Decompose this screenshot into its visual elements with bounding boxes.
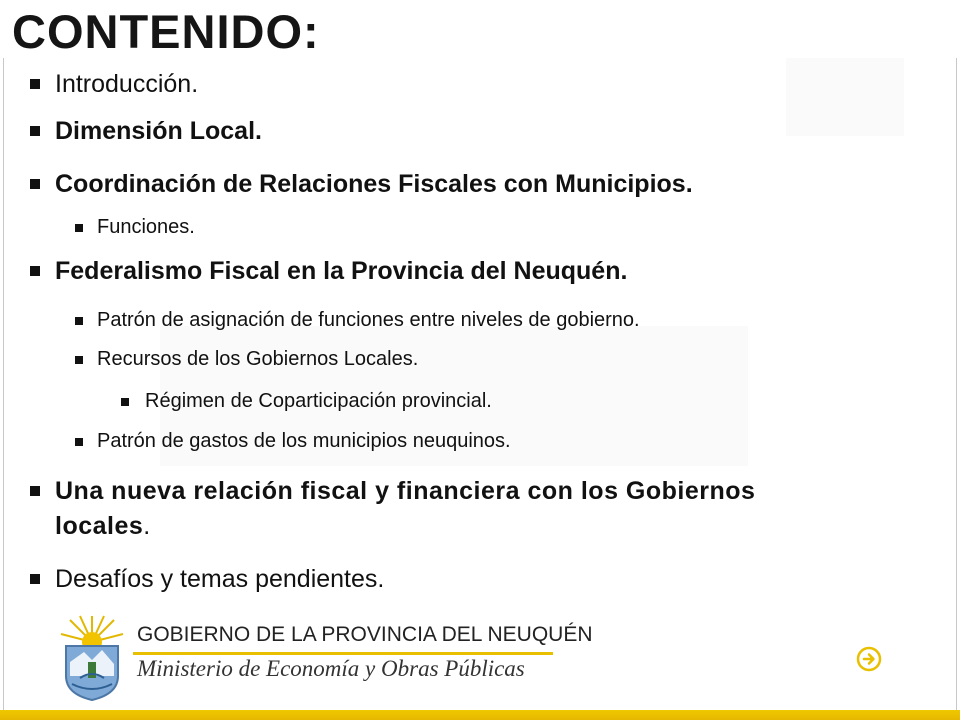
list-item-text: Patrón de gastos de los municipios neuquinos. [97,430,511,452]
list-item-text: Federalismo Fiscal en la Provincia del Neuquén. [55,257,628,285]
list-item-text: Introducción. [55,70,199,98]
list-item-text: Una nueva relación fiscal y financiera con los Gobiernos [55,477,756,505]
logo-government-name: GOBIERNO DE LA PROVINCIA DEL NEUQUÉN [137,623,593,646]
coat-of-arms-icon [58,612,126,702]
bullet-icon [75,317,83,325]
bullet-icon [75,438,83,446]
list-item-text: Recursos de los Gobiernos Locales. [97,348,419,370]
bullet-icon [30,79,40,89]
logo-divider [133,652,553,655]
bullet-icon [75,356,83,364]
list-item-text: Desafíos y temas pendientes. [55,565,385,593]
bullet-icon [30,486,40,496]
logo-ministry-name: Ministerio de Economía y Obras Públicas [137,656,525,681]
list-item-text: Régimen de Coparticipación provincial. [145,390,492,412]
bullet-icon [30,126,40,136]
bullet-icon [30,179,40,189]
slide-title: CONTENIDO: [12,5,320,58]
arrow-circle-right-icon[interactable] [856,646,882,672]
list-item-text: Coordinación de Relaciones Fiscales con Municipios. [55,170,693,198]
list-item-text: Funciones. [97,216,195,238]
bullet-icon [30,574,40,584]
bullet-icon [30,266,40,276]
list-item-text-continued: locales [55,512,144,540]
list-item-text: Patrón de asignación de funciones entre niveles de gobierno. [97,309,640,331]
decorative-panel [786,58,904,136]
bullet-icon [121,398,129,406]
bottom-accent-bar [0,710,960,720]
list-item-text: Dimensión Local. [55,117,262,145]
bullet-icon [75,224,83,232]
list-item-period: . [143,512,151,540]
